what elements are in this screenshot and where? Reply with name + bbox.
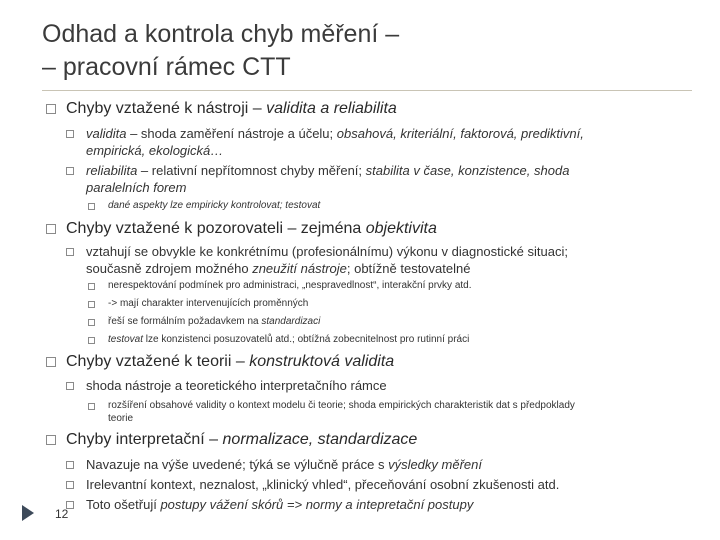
sub-item-text: testovat lze konzistenci posuzovatelů atd.; obtížná zobecnitelnost pro rutinní práci (108, 334, 470, 345)
title-line-1: Odhad a kontrola chyb měření – (42, 20, 400, 48)
sub-item-text: teorie (108, 413, 134, 424)
list-item-text: Irelevantní kontext, neznalost, „klinický vhled“, přeceňování osobní zkušenosti atd. (86, 477, 560, 492)
square-bullet-icon (88, 301, 95, 308)
square-bullet-icon (66, 248, 74, 256)
square-bullet-icon (66, 481, 74, 489)
sub-item-text: dané aspekty lze empiricky kontrolovat; testovat (108, 200, 321, 211)
square-bullet-icon (66, 130, 74, 138)
square-bullet-icon (46, 357, 56, 367)
list-item-text: Navazuje na výše uvedené; týká se výlučně práce s výsledky měření (86, 457, 482, 472)
slide-number: 12 (55, 507, 69, 521)
list-item-text: shoda nástroje a teoretického interpretačního rámce (86, 378, 387, 393)
list-item-text: vztahují se obvykle ke konkrétnímu (profesionálnímu) výkonu v diagnostické situaci; (86, 244, 568, 259)
square-bullet-icon (66, 382, 74, 390)
sub-item-text: rozšíření obsahové validity o kontext modelu či teorie; shoda empirických charakteristik dat s předpoklady (108, 400, 575, 411)
sub-item-text: -> mají charakter intervenujících proměnných (108, 298, 309, 309)
sub-item-text: nerespektování podmínek pro administraci, „nespravedlnost“, interakční prvky atd. (108, 280, 472, 291)
list-item-text: Toto ošetřují postupy vážení skórů => normy a intepretační postupy (86, 497, 474, 512)
square-bullet-icon (66, 167, 74, 175)
square-bullet-icon (88, 403, 95, 410)
section-heading: Chyby vztažené k teorii – konstruktová validita (66, 353, 395, 370)
section-heading: Chyby interpretační – normalizace, standardizace (66, 431, 418, 448)
square-bullet-icon (88, 337, 95, 344)
list-item-text: současně zdrojem možného zneužití nástroje; obtížně testovatelné (86, 261, 471, 276)
square-bullet-icon (66, 461, 74, 469)
list-item-text: reliabilita – relativní nepřítomnost chyby měření; stabilita v čase, konzistence, shoda (86, 163, 570, 178)
square-bullet-icon (88, 319, 95, 326)
list-item-text: validita – shoda zaměření nástroje a účelu; obsahová, kriteriální, faktorová, prediktivní, (86, 126, 584, 141)
sub-item-text: řeší se formálním požadavkem na standardizaci (108, 316, 321, 327)
square-bullet-icon (46, 104, 56, 114)
square-bullet-icon (46, 224, 56, 234)
play-arrow-icon (22, 505, 34, 521)
slide-title (42, 18, 702, 84)
list-item-text: empirická, ekologická… (86, 143, 224, 158)
square-bullet-icon (88, 283, 95, 290)
section-heading: Chyby vztažené k pozorovateli – zejména objektivita (66, 220, 437, 237)
title-line-2: – pracovní rámec CTT (42, 53, 291, 81)
list-item-text: paralelních forem (86, 180, 187, 195)
square-bullet-icon (46, 435, 56, 445)
title-divider (42, 90, 692, 91)
square-bullet-icon (88, 203, 95, 210)
section-heading: Chyby vztažené k nástroji – validita a reliabilita (66, 100, 397, 117)
